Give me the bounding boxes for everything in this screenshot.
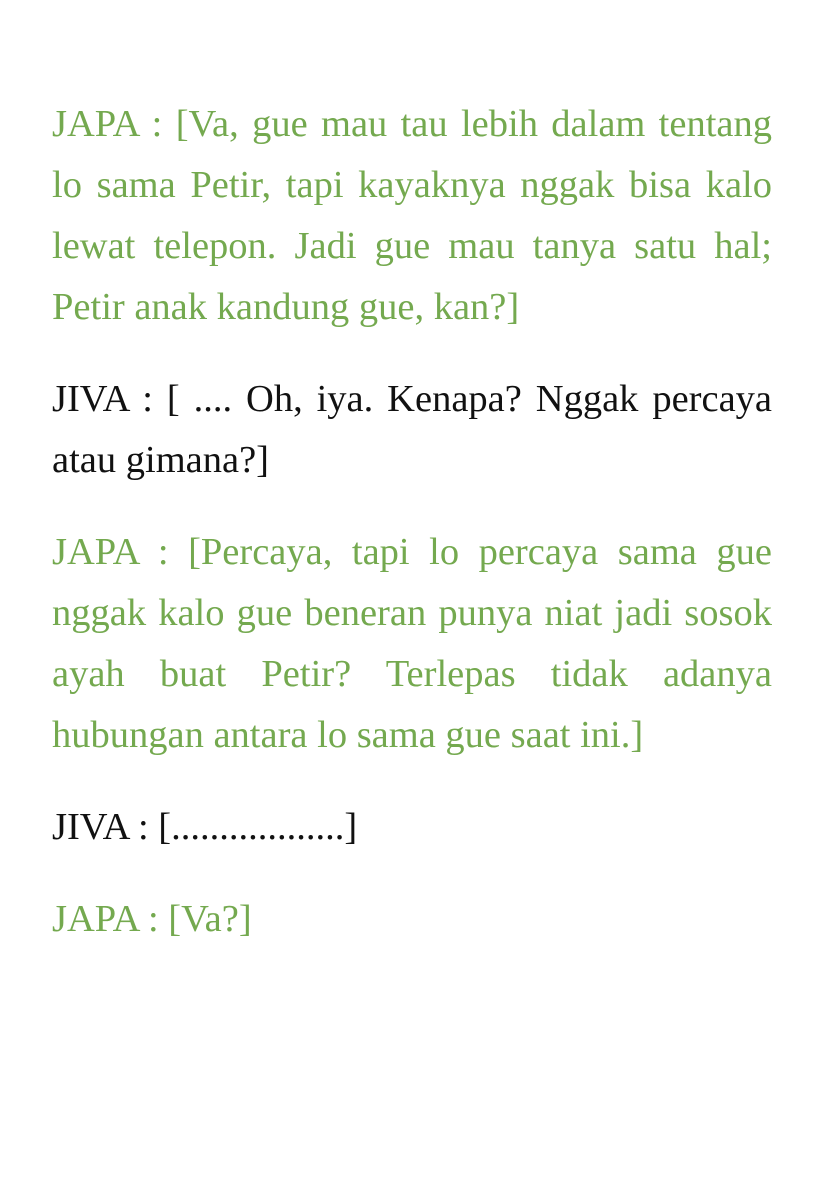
dialogue-line-japa: JAPA : [Va?]: [52, 898, 252, 940]
dialogue-line-jiva: JIVA : [ .... Oh, iya. Kenapa? Nggak percaya atau gimana?]: [52, 378, 772, 481]
chat-transcript: [52, 94, 772, 981]
dialogue-line-japa: JAPA : [Va, gue mau tau lebih dalam tentang lo sama Petir, tapi kayaknya nggak bisa kalo lewat telepon. Jadi gue mau tanya satu hal; Petir anak kandung gue, kan?]: [52, 103, 772, 328]
dialogue-line-jiva: JIVA : [..................]: [52, 806, 358, 848]
dialogue-line-japa: JAPA : [Percaya, tapi lo percaya sama gue nggak kalo gue beneran punya niat jadi sosok ayah buat Petir? Terlepas tidak adanya hubungan antara lo sama gue saat ini.]: [52, 531, 772, 756]
